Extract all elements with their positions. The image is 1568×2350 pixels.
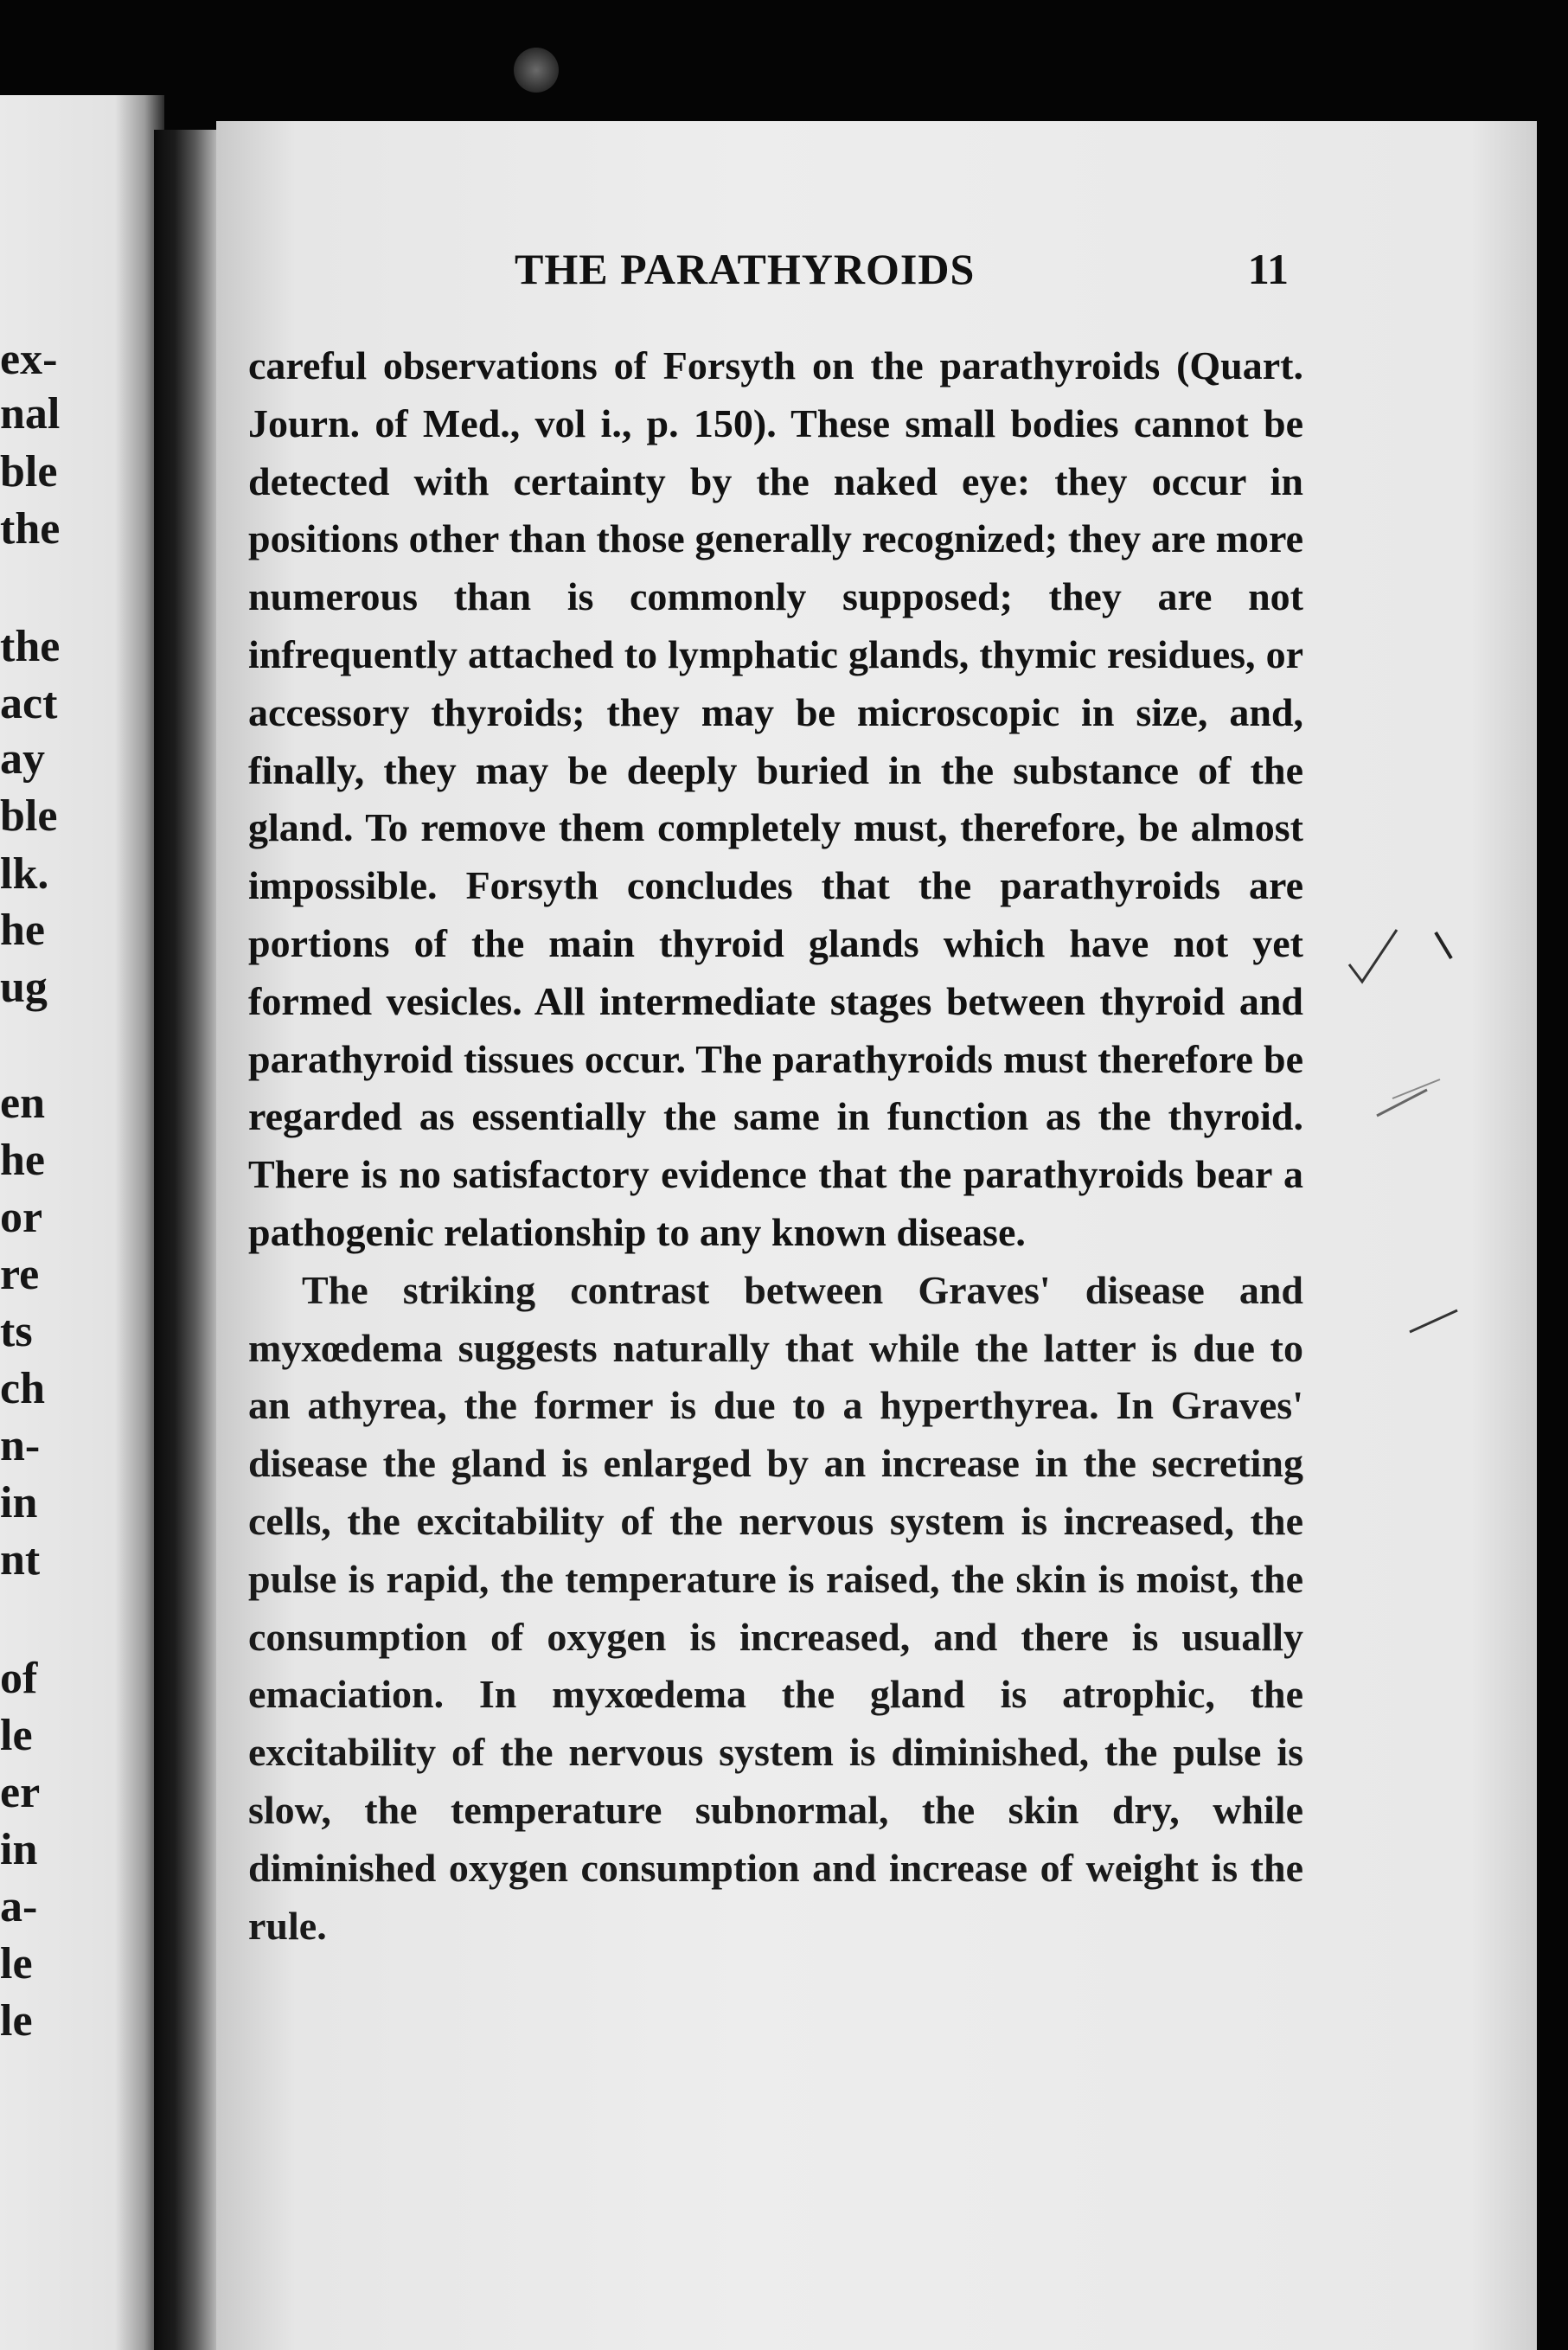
left-page-fragment: le [0, 1711, 33, 1760]
left-page-fragment: of [0, 1654, 38, 1703]
binding-gutter [154, 130, 223, 2350]
facing-page [0, 95, 164, 2350]
left-page-fragment: or [0, 1193, 43, 1242]
checkmark-icon [1349, 930, 1397, 982]
left-page-fragment: re [0, 1250, 40, 1299]
left-page-fragment: le [0, 1939, 33, 1988]
paragraph: The striking contrast between Graves' disease and myxœdema suggests naturally that while the latter is due to an athyrea, the former is due to a hyperthyrea. In Graves' disease the gland is enlarged by an increase in the secreting cells, the excitability of the nervous system is increased, the pulse is rapid, the temperature is raised, the skin is moist, the consumption of oxygen is increased, and there is usually emaciation. In myxœdema the gland is atrophic, the excitability of the nervous system is diminished, the pulse is slow, the temperature subnormal, the skin dry, while diminished oxygen consumption and increase of weight is the rule. [248, 1267, 1303, 1948]
left-page-fragment: lk. [0, 849, 49, 899]
slash-mark-icon [1436, 932, 1451, 958]
left-page-fragment: the [0, 622, 61, 671]
pencil-marks [1297, 882, 1470, 1367]
left-page-fragment: nal [0, 389, 61, 439]
left-page-fragment: ug [0, 963, 48, 1012]
left-page-fragment: en [0, 1079, 45, 1128]
left-page-fragment: in [0, 1825, 38, 1874]
binding-hole [514, 48, 559, 93]
left-page-fragment: act [0, 679, 58, 728]
left-page-fragment: ay [0, 734, 45, 784]
page-number: 11 [1247, 245, 1289, 293]
left-page-fragment: n- [0, 1421, 41, 1470]
left-page-fragment: er [0, 1768, 41, 1817]
left-page-fragment: ex- [0, 335, 58, 384]
left-page-fragment: a- [0, 1882, 38, 1931]
left-page-fragment: the [0, 504, 61, 554]
left-page-fragment: he [0, 1136, 45, 1185]
running-head [294, 244, 1289, 296]
paragraph: careful observations of Forsyth on the parathyroids (Quart. Journ. of Med., vol i., p. 150). These small bodies cannot be detected with certainty by the naked eye: they occur in positions other than those generally recognized; they are more numerous than is commonly supposed; they are not infrequently attached to lymphatic glands, thymic residues, or accessory thyroids; they may be microscopic in size, and, finally, they may be deeply buried in the substance of the gland. To remove them completely must, therefore, be almost impossible. Forsyth concludes that the parathyroids are portions of the main thyroid glands which have not yet formed vesicles. All intermediate stages between thyroid and parathyroid tissues occur. The parathyroids must therefore be regarded as essentially the same in function as the thyroid. There is no satisfactory evidence that the parathyroids bear a pathogenic relationship to any known disease. [248, 343, 1303, 1254]
left-page-fragment: he [0, 906, 45, 955]
dash-mark-icon [1377, 1090, 1427, 1116]
left-page-fragment: ts [0, 1307, 33, 1356]
left-page-fragment: le [0, 1996, 33, 2046]
chapter-title: THE PARATHYROIDS [515, 245, 976, 293]
left-page-fragment: ble [0, 791, 58, 841]
left-page-fragment: ch [0, 1364, 45, 1413]
left-page-fragment: in [0, 1478, 38, 1527]
body-text [248, 337, 1303, 1955]
left-page-fragment: ble [0, 447, 58, 496]
left-page-fragment: nt [0, 1535, 41, 1585]
dash-mark-icon [1410, 1310, 1457, 1332]
